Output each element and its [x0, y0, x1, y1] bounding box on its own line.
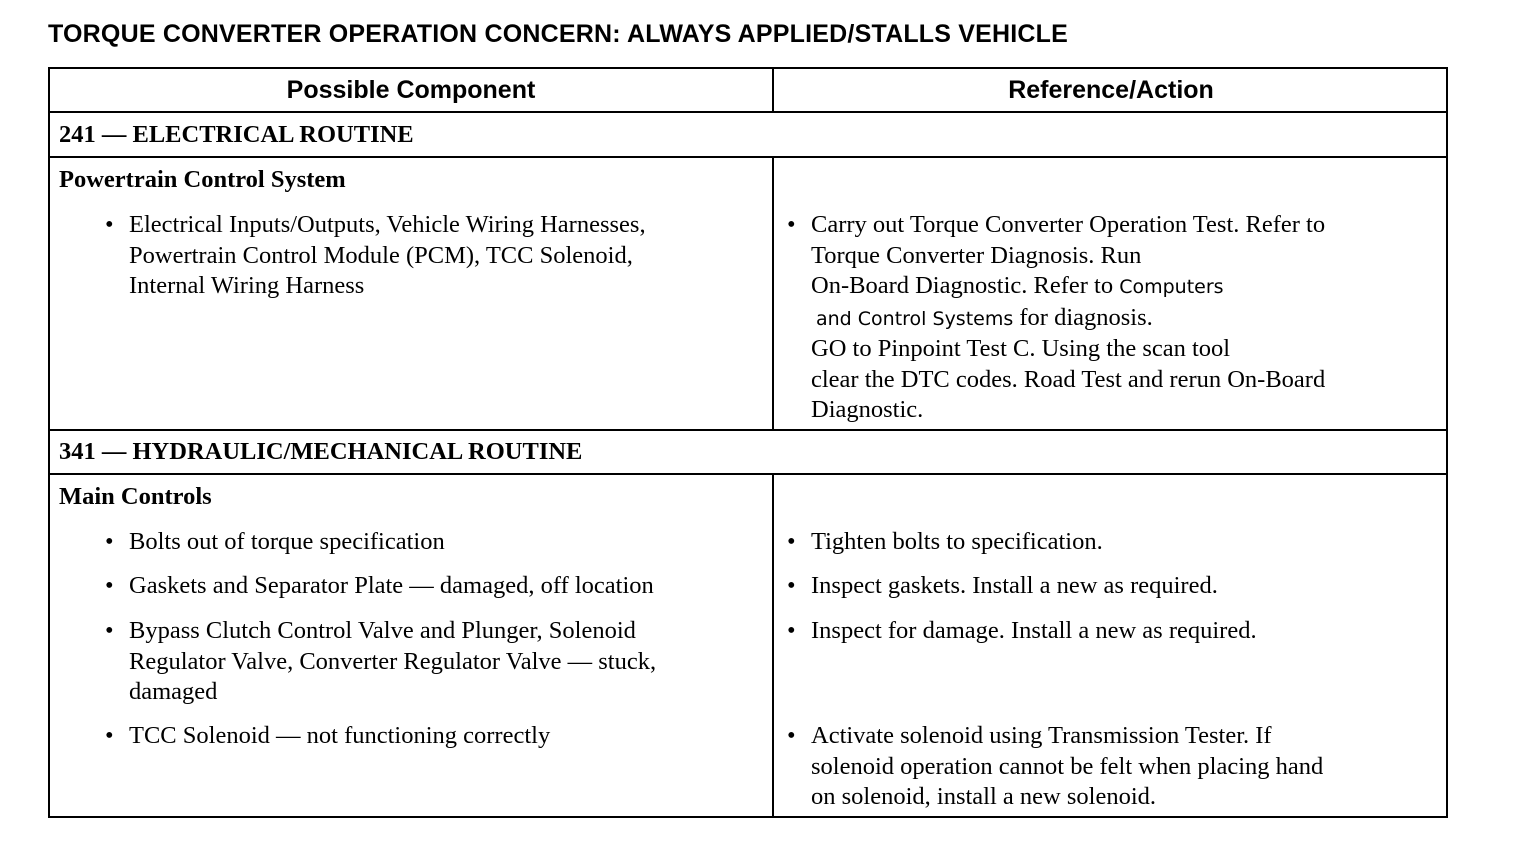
bullet: • [105, 617, 114, 644]
section-241-column-divider [772, 157, 774, 430]
header-possible-component: Possible Component [286, 76, 536, 104]
section-341-column-divider [772, 474, 774, 818]
bullet: • [787, 572, 796, 599]
section-title-341: 341 — HYDRAULIC/MECHANICAL ROUTINE [59, 438, 583, 465]
component-text: Bypass Clutch Control Valve and Plunger, Solenoid Regulator Valve, Converter Regulator Valve — stuck, damaged [129, 617, 657, 705]
bullet: • [105, 722, 114, 749]
group-title-powertrain: Powertrain Control System [59, 166, 346, 193]
diagnostic-table [48, 67, 1448, 818]
reference-link-computers[interactable]: Computers [1119, 276, 1224, 298]
document-title: TORQUE CONVERTER OPERATION CONCERN: ALWAYS APPLIED/STALLS VEHICLE [48, 20, 1069, 48]
group-title-main-controls: Main Controls [59, 483, 212, 510]
action-text: Inspect for damage. Install a new as required. [811, 617, 1257, 644]
component-text: Bolts out of torque specification [129, 528, 445, 555]
reference-link-control-systems[interactable]: and Control Systems [816, 307, 1014, 330]
component-text: Gaskets and Separator Plate — damaged, off location [129, 572, 654, 599]
bullet: • [787, 722, 796, 749]
section-title-241: 241 — ELECTRICAL ROUTINE [59, 121, 414, 148]
action-text: Inspect gaskets. Install a new as required. [811, 572, 1218, 599]
header-reference-action: Reference/Action [1008, 76, 1214, 104]
bullet: • [787, 211, 796, 238]
section-341-rule [50, 473, 1446, 475]
action-text: Activate solenoid using Transmission Tester. If solenoid operation cannot be felt when placing hand on solenoid, install a new solenoid. [811, 722, 1324, 810]
bullet: • [105, 572, 114, 599]
bullet: • [105, 528, 114, 555]
component-text: Electrical Inputs/Outputs, Vehicle Wiring Harnesses, Powertrain Control Module (PCM), TCC Solenoid, Internal Wiring Harness [129, 211, 646, 299]
bullet: • [787, 528, 796, 555]
bullet: • [105, 211, 114, 238]
section-341-top-rule [50, 429, 1446, 431]
section-241-rule [50, 156, 1446, 158]
action-text: Carry out Torque Converter Operation Test. Refer to Torque Converter Diagnosis. Run On-Board Diagnostic. Refer to Computers and Control Systems for diagnosis. GO to Pinpoint Test C. Using the scan tool clear the DTC codes. Road Test and rerun On-Board Diagnostic. [811, 211, 1326, 423]
action-text: Tighten bolts to specification. [811, 528, 1103, 555]
bullet: • [787, 617, 796, 644]
component-text: TCC Solenoid — not functioning correctly [129, 722, 551, 749]
